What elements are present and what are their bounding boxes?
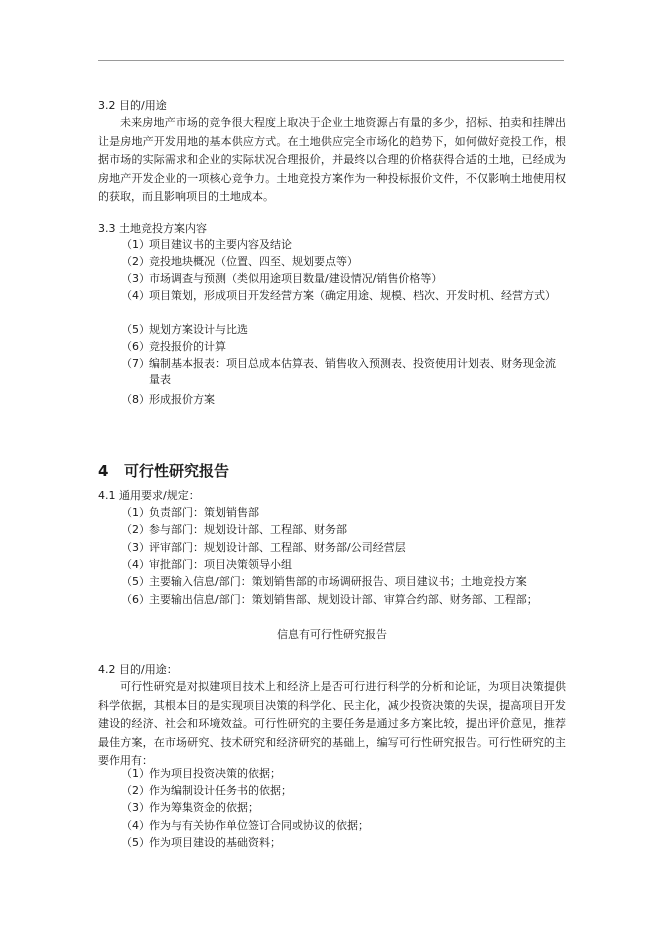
list-item-text: 作为与有关协作单位签订合同或协议的依据； <box>149 819 369 832</box>
list-item-number: （1） <box>121 767 150 780</box>
list-item-number: （1） <box>121 506 150 519</box>
list-item-number: （5） <box>121 323 150 336</box>
section-3-3-heading: 3.3 土地竞投方案内容 <box>98 222 207 235</box>
list-item-number: （4） <box>121 819 150 832</box>
list-item-number: （1） <box>121 238 150 251</box>
list-item-text: 竞投地块概况（位置、四至、规划要点等） <box>149 255 358 268</box>
list-item-text: 作为编制设计任务书的依据； <box>149 784 292 797</box>
list-item-text: 形成报价方案 <box>149 393 215 406</box>
list-item-text: 作为项目建设的基础资料； <box>149 836 281 849</box>
list-item-number: （2） <box>121 523 150 536</box>
section-4-caption: 信息有可行性研究报告 <box>277 628 387 641</box>
list-item-text: 评审部门：规划设计部、工程部、财务部/公司经营层 <box>149 541 406 554</box>
list-item-text: 规划方案设计与比选 <box>149 323 248 336</box>
list-item-number: （5） <box>121 575 150 588</box>
section-4-2-heading: 4.2 目的/用途： <box>98 663 178 676</box>
list-item-text: 参与部门：规划设计部、工程部、财务部 <box>149 523 347 536</box>
list-item-number: （6） <box>121 340 150 353</box>
list-item-number: （6） <box>121 593 150 606</box>
list-item-text: 作为项目投资决策的依据； <box>149 767 281 780</box>
list-item-number: （3） <box>121 801 150 814</box>
list-item-number: （7） <box>121 357 150 370</box>
list-item-text: 编制基本报表：项目总成本估算表、销售收入预测表、投资使用计划表、财务现金流量表 <box>149 357 556 386</box>
list-item-text: 主要输入信息/部门：策划销售部的市场调研报告、项目建议书；土地竞投方案 <box>149 575 527 588</box>
list-item-text: 审批部门：项目决策领导小组 <box>149 558 292 571</box>
header-rule <box>98 60 564 61</box>
list-item-number: （3） <box>121 272 150 285</box>
list-item-number: （5） <box>121 836 150 849</box>
section-4-heading <box>98 461 229 481</box>
section-4-title: 可行性研究报告 <box>124 462 230 480</box>
list-item-number: （2） <box>121 255 150 268</box>
list-item-number: （4） <box>121 289 150 302</box>
list-item-number: （2） <box>121 784 150 797</box>
list-item-number: （3） <box>121 541 150 554</box>
list-item-text: 作为筹集资金的依据； <box>149 801 259 814</box>
section-4-2-paragraph: 可行性研究是对拟建项目技术上和经济上是否可行进行科学的分析和论证，为项目决策提供科学依据，其根本目的是实现项目决策的科学化、民主化，减少投资决策的失误，提高项目开发建设的经济、社会和环境效益。可行性研究的主要任务是通过多方案比较，提出评价意见，推荐最佳方案，在市场研究、技术研究和经济研究的基础上，编写可行性研究报告。可行性研究的主要作用有： <box>98 680 566 767</box>
section-4-1-heading: 4.1 通用要求/规定： <box>98 489 200 502</box>
section-4-number: 4 <box>98 462 109 480</box>
list-item-text: 项目建议书的主要内容及结论 <box>149 238 292 251</box>
list-item-number: （4） <box>121 558 150 571</box>
list-item-text: 市场调查与预测（类似用途项目数量/建设情况/销售价格等） <box>149 272 443 285</box>
list-item-text: 负责部门：策划销售部 <box>149 506 259 519</box>
list-item-number: （8） <box>121 393 150 406</box>
section-3-2-paragraph: 未来房地产市场的竞争很大程度上取决于企业土地资源占有量的多少，招标、拍卖和挂牌出让是房地产开发用地的基本供应方式。在土地供应完全市场化的趋势下，如何做好竞投工作，根据市场的实际需求和企业的实际状况合理报价，并最终以合理的价格获得合适的土地，已经成为房地产开发企业的一项核心竞争力。土地竞投方案作为一种投标报价文件，不仅影响土地使用权的获取，而且影响项目的土地成本。 <box>98 116 566 203</box>
section-3-2-heading: 3.2 目的/用途 <box>98 99 167 112</box>
list-item-text: 主要输出信息/部门：策划销售部、规划设计部、审算合约部、财务部、工程部； <box>149 593 538 606</box>
list-item-text: 竞投报价的计算 <box>149 340 226 353</box>
list-item-text: 项目策划，形成项目开发经营方案（确定用途、规模、档次、开发时机、经营方式） <box>149 289 556 302</box>
